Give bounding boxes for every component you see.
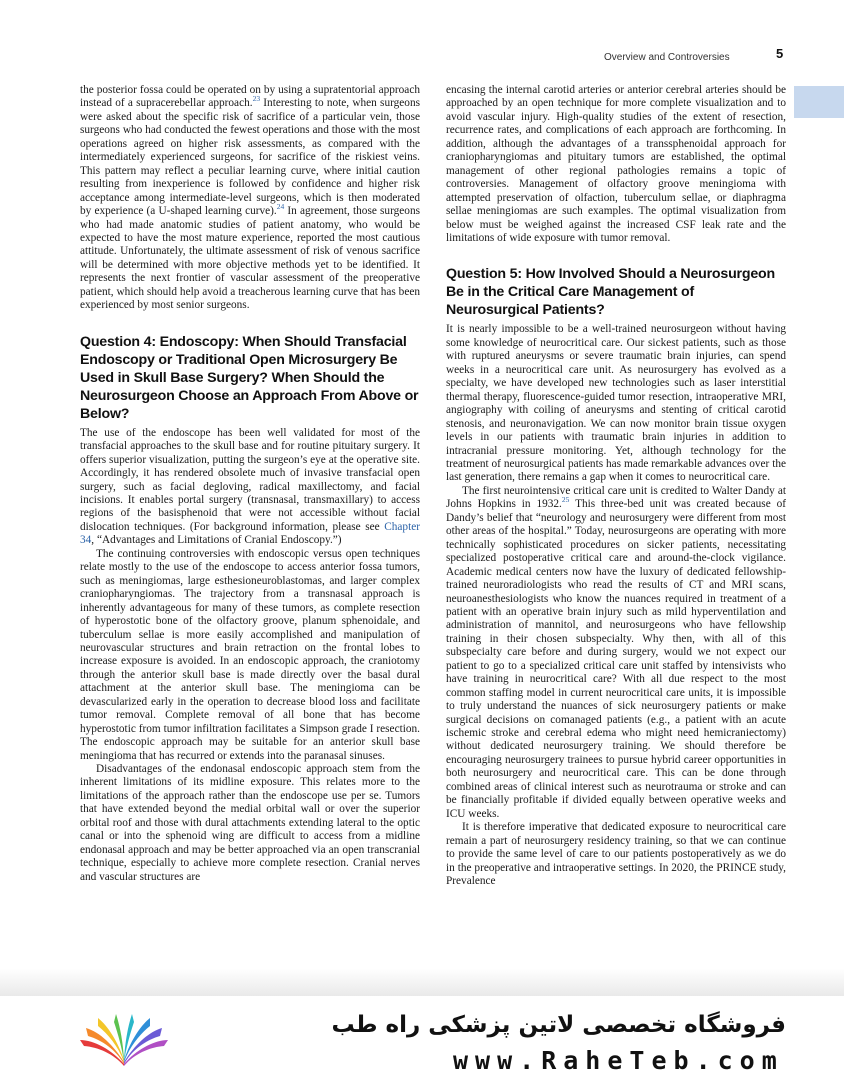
paragraph: The first neurointensive critical care unit is credited to Walter Dandy at Johns Hopkins in 1932.25 This three-bed unit was created because of Dandy’s belief that “neurology and neurosurgery were different from most other areas of the hospital.” Today, neurosurgeons are operating with more technically sophisticated procedures on sicker patients, necessitating specialized postoperative critical care and around-the-clock vigilance. Academic medical centers now have the luxury of dedicated fellowship-trained neuroradiologists who read the results of CT and MRI scans, neuroanesthesiologists who know the nuances required in treatment of a patient with an operative brain injury such as mild hyperventilation and administration of mannitol, and neurosurgeons who have fellowship training in their chosen subspecialty. Why then, with all of this subspecialty care before and during surgery, would we not expect our patient to go to a specialized critical care unit staffed by intensivists who have training in neurocritical care? With all due respect to the most common staffing model in current neurocritical care units, it is impossible to truly understand the nuances of sick neurosurgery patients or make surgical decisions on comanaged patients (e.g., a patient with an acute ischemic stroke and cerebral edema who might need hemicraniectomy) without dedicated neurosurgery training. We should therefore be encouraging neurosurgery trainees to pursue hybrid career opportunities in both neurosurgery and neurocritical care. This can be done through combined areas of clinical interest such as neurotrauma or stroke and can be financially profitable if divided equally between operative weeks and ICU weeks. (446, 484, 786, 820)
running-title: Overview and Controversies (604, 52, 730, 63)
page-bottom-fade (0, 930, 844, 1000)
paragraph: The continuing controversies with endoscopic versus open techniques relate mostly to the use of the endoscope to access anterior fossa tumors, such as meningiomas, large esthesioneuroblastomas, and larger complex craniopharyngiomas. The trajectory from a transnasal approach is inherently advantageous for many of these tumors, as complete resection of hyperostotic bone of the olfactory groove, planum sphenoidale, and tuberculum sellae is more easily accomplished and manipulation of neurovascular structures and brain retraction on the frontal lobes to increase exposure is avoided. In an endoscopic approach, the craniotomy through the anterior skull base is made directly over the basal dural attachment at the anterior skull base. The meningioma can be devascularized early in the operation to decrease blood loss and facilitate tumor removal. Complete removal of all bone that has become hyperostotic from tumor infiltration facilitates a Simpson grade I resection. The endoscopic approach may be suitable for an anterior skull base meningioma that has recurred or extends into the paranasal sinuses. (80, 547, 420, 762)
paragraph: It is therefore imperative that dedicated exposure to neurocritical care remain a part of neurosurgery residency training, so that we can continue to provide the same level of care to our patients postoperatively as we do in the preoperative and intraoperative settings. In 2020, the PRINCE study, Prevalence (446, 821, 786, 888)
paragraph: The use of the endoscope has been well validated for most of the transfacial approaches to the skull base and for routine pituitary surgery. It offers superior visualization, putting the surgeon’s eye at the operative site. Accordingly, it has rendered obsolete much of invasive transfacial open surgery, such as facial degloving, radical maxillectomy, and facial incisions. It enables portal surgery (transnasal, transmaxillary) to access regions of the basisphenoid that were not accessible without facial dislocation techniques. (For background information, please see Chapter 34, “Advantages and Limitations of Cranial Endoscopy.”) (80, 426, 420, 547)
paragraph: Disadvantages of the endonasal endoscopic approach stem from the inherent limitations of its midline exposure. This relates more to the limitations of the approach rather than the endoscope use per se. Tumors that have extended beyond the medial orbital wall or over the superior orbital roof and those with dural attachments extending lateral to the optic canal or into the sphenoid wing are difficult to access from a midline endonasal approach and may be better approached via an open transcranial technique, especially to achieve more complete resection. Cranial nerves and vascular structures are (80, 763, 420, 883)
citation-superscript[interactable]: 24 (276, 202, 285, 212)
paragraph: encasing the internal carotid arteries or anterior cerebral arteries should be approached by an open technique for more complete visualization and to avoid vascular injury. High-quality studies of the extent of resection, recurrence rates, and complications of each approach are forthcoming. In addition, although the advantages of a transsphenoidal approach for craniopharyngiomas and pituitary tumors are established, the optimal management of other regional pathologies remains a topic of controversies. Management of olfactory groove meningioma with attempted preservation of olfaction, tuberculum sellae, or diaphragma sellae meningiomas are such examples. The optimal visualization from below must be weighed against the increased CSF leak rate and the limitations of wide exposure with tumor removal. (446, 84, 786, 244)
page-number: 5 (776, 46, 784, 61)
right-column (446, 84, 786, 994)
section-heading-question-4: Question 4: Endoscopy: When Should Transfacial Endoscopy or Traditional Open Microsurgery Be Used in Skull Base Surgery? When Should the Neurosurgeon Choose an Approach From Above or Below? (80, 333, 419, 422)
store-name-persian: فروشگاه تخصصی لاتین پزشکی راه طب (331, 1012, 786, 1038)
paragraph: It is nearly impossible to be a well-trained neurosurgeon without having some knowledge of neurocritical care. Our sickest patients, such as those with ruptured aneurysms or severe traumatic brain injuries, can spend weeks in a neurocritical care unit. As neurosurgery has evolved as a specialty, we have developed new technologies such as laser interstitial thermal therapy, fluorescence-guided tumor resection, intraoperative MRI, angiography with coiling of aneurysms and stenting of critical carotid stenosis, and neuronavigation. We can now monitor brain tissue oxygen levels in our patients with traumatic brain injuries in addition to intracranial pressure monitoring. Yet, although technology for the treatment of neurosurgical patients has made remarkable advances over the last generation, there remains a gap when it comes to neurocritical care. (446, 323, 786, 484)
store-url[interactable]: www.RaheTeb.com (453, 1046, 784, 1075)
section-heading-question-5: Question 5: How Involved Should a Neurosurgeon Be in the Critical Care Management of Neurosurgical Patients? (446, 266, 775, 319)
citation-superscript[interactable]: 23 (252, 94, 261, 104)
chapter-side-tab (794, 86, 844, 118)
citation-superscript[interactable]: 25 (561, 495, 570, 505)
left-column (80, 84, 420, 994)
chapter-link[interactable]: Chapter 34 (80, 520, 420, 547)
paragraph: the posterior fossa could be operated on by using a supratentorial approach instead of a supracerebellar approach.$^{23}$ Interesting to note, when surgeons were asked about the specific risk of sacrifice of a particular vein, those surgeons who had conducted the fewest operations and those with the most operations agreed on higher risk assessments, as compared with the intermediately experienced surgeons, for sacrifice of the riskiest veins. This pattern may reflect a peculiar learning curve, where initial caution resulting from inexperience is followed by confidence and higher risk acceptance among intermediate-level surgeons, which is then moderated by experience (a U-shaped learning curve).$^{24}$ In agreement, those surgeons who had made anatomic studies of patient anatomy, who would be expected to have the most mature experience, reported the most cautious attitude. Unfortunately, the ultimate assessment of risk of venous sacrifice will be determined with more objective methods yet to be identified. It represents the next frontier of vascular assessment of the preoperative patient, which should help avoid a treacherous learning curve that has been experienced by most senior surgeons. (80, 84, 420, 312)
book-logo-icon (76, 1010, 172, 1072)
